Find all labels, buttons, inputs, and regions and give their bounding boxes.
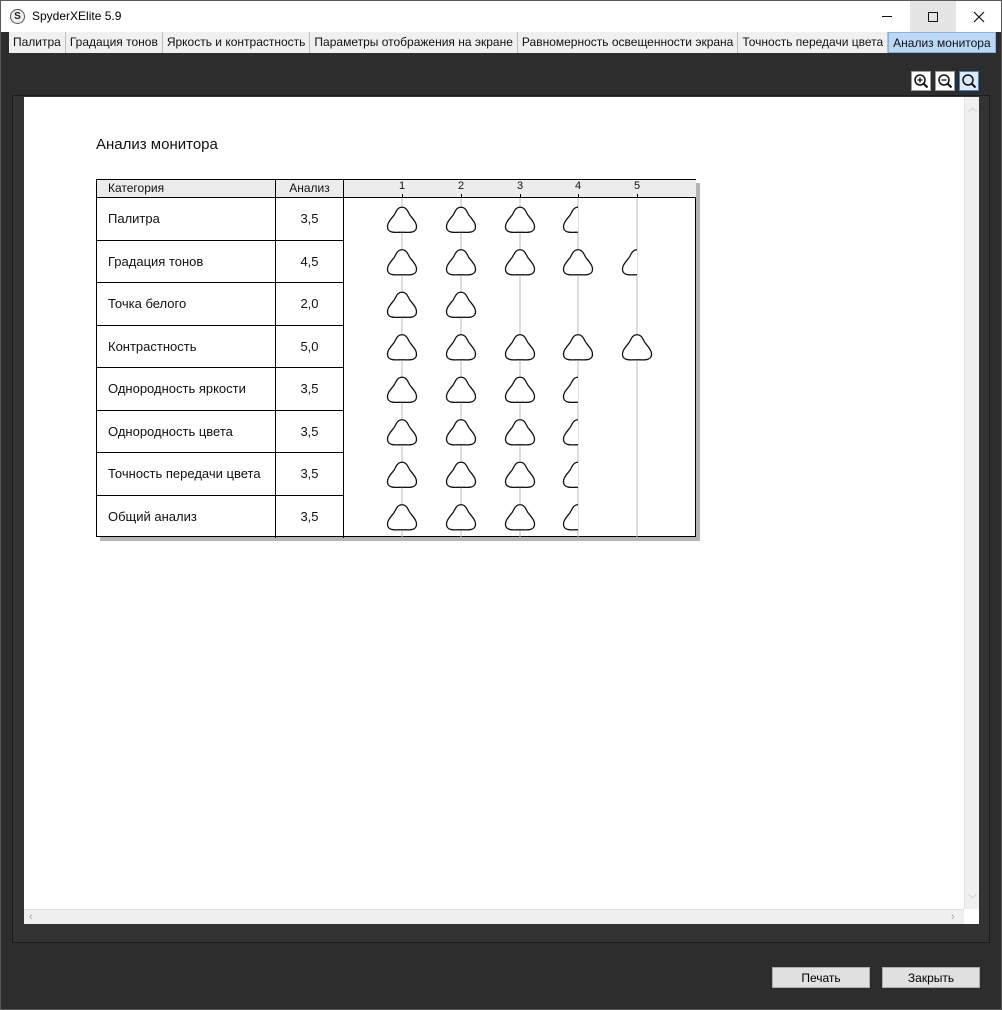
table-row (97, 241, 344, 284)
category-cell: Однородность цвета (97, 411, 276, 453)
rating-mark (563, 377, 592, 402)
category-cell: Однородность яркости (97, 368, 276, 410)
table-row (97, 368, 344, 411)
rating-mark (563, 207, 592, 232)
scale-label-3: 3 (516, 180, 524, 192)
rating-mark (387, 505, 416, 530)
rating-mark (563, 462, 592, 487)
table-row (97, 453, 344, 496)
header-scale (344, 180, 696, 198)
category-cell: Точность передачи цвета (97, 453, 276, 495)
score-cell: 5,0 (276, 326, 344, 368)
maximize-button[interactable] (910, 1, 956, 32)
table-row (97, 283, 344, 326)
score-cell: 3,5 (276, 411, 344, 453)
minimize-button[interactable] (864, 1, 910, 32)
rating-mark (446, 377, 475, 402)
rating-mark (387, 250, 416, 275)
print-button[interactable]: Печать (772, 967, 870, 988)
scroll-left-icon[interactable]: ‹ (29, 911, 33, 923)
category-cell: Точка белого (97, 283, 276, 325)
scroll-down-icon[interactable]: ﹀ (968, 894, 978, 904)
close-window-button[interactable] (956, 1, 1002, 32)
zoom-out-icon (937, 73, 953, 89)
close-icon (973, 11, 985, 23)
zoom-out-button[interactable] (935, 71, 955, 91)
app-logo-icon: S (10, 9, 25, 24)
scale-label-5: 5 (633, 180, 641, 192)
rating-mark (563, 250, 592, 275)
rating-chart (344, 198, 696, 537)
header-analysis: Анализ (276, 180, 344, 198)
tab-palette[interactable]: Палитра (9, 32, 66, 53)
rating-mark (505, 250, 534, 275)
zoom-in-button[interactable] (911, 71, 931, 91)
table-row (97, 496, 344, 539)
window-title: SpyderXElite 5.9 (32, 9, 122, 23)
score-cell: 3,5 (276, 453, 344, 495)
rating-mark (387, 207, 416, 232)
report-title: Анализ монитора (96, 136, 218, 153)
tab-display-settings[interactable]: Параметры отображения на экране (310, 32, 518, 53)
tab-tone-gradation[interactable]: Градация тонов (66, 32, 163, 53)
category-cell: Градация тонов (97, 241, 276, 283)
table-row (97, 411, 344, 454)
maximize-icon (928, 12, 938, 22)
rating-mark (622, 250, 651, 275)
rating-mark (446, 250, 475, 275)
vertical-scrollbar[interactable] (964, 97, 979, 909)
scale-label-2: 2 (457, 180, 465, 192)
rating-mark (446, 207, 475, 232)
scale-label-4: 4 (574, 180, 582, 192)
rating-mark (622, 335, 651, 360)
analysis-table (96, 179, 696, 537)
rating-mark (387, 420, 416, 445)
rating-mark (563, 420, 592, 445)
rating-mark (505, 377, 534, 402)
minimize-icon (882, 16, 892, 17)
table-row (97, 198, 344, 241)
scale-label-1: 1 (398, 180, 406, 192)
score-cell: 3,5 (276, 496, 344, 539)
tab-bar (9, 32, 995, 53)
tab-color-accuracy[interactable]: Точность передачи цвета (738, 32, 888, 53)
score-cell: 2,0 (276, 283, 344, 325)
rating-mark (387, 292, 416, 317)
rating-mark (505, 207, 534, 232)
tab-monitor-analysis[interactable]: Анализ монитора (888, 32, 995, 53)
rating-mark (505, 335, 534, 360)
rating-mark (387, 377, 416, 402)
category-cell: Контрастность (97, 326, 276, 368)
rating-mark (505, 420, 534, 445)
tab-screen-uniformity[interactable]: Равномерность освещенности экрана (518, 32, 738, 53)
zoom-fit-icon (961, 73, 977, 89)
category-cell: Палитра (97, 198, 276, 240)
rating-mark (446, 505, 475, 530)
rating-mark (446, 292, 475, 317)
score-cell: 3,5 (276, 368, 344, 410)
score-cell: 3,5 (276, 198, 344, 240)
header-category: Категория (97, 180, 276, 198)
category-cell: Общий анализ (97, 496, 276, 539)
zoom-fit-button[interactable] (959, 71, 979, 91)
rating-mark (446, 420, 475, 445)
rating-mark (387, 335, 416, 360)
scroll-corner (964, 909, 979, 924)
zoom-in-icon (913, 73, 929, 89)
tab-brightness-contrast[interactable]: Яркость и контрастность (163, 32, 311, 53)
rating-mark (505, 505, 534, 530)
scroll-right-icon[interactable]: › (951, 911, 955, 923)
rating-mark (446, 462, 475, 487)
rating-mark (563, 335, 592, 360)
rating-mark (387, 462, 416, 487)
title-bar[interactable] (1, 1, 1001, 32)
scroll-up-icon[interactable]: ︿ (968, 103, 978, 113)
table-row (97, 326, 344, 369)
rating-mark (563, 505, 592, 530)
horizontal-scrollbar[interactable] (24, 909, 964, 924)
score-cell: 4,5 (276, 241, 344, 283)
rating-mark (505, 462, 534, 487)
rating-mark (446, 335, 475, 360)
close-button[interactable]: Закрыть (882, 967, 980, 988)
